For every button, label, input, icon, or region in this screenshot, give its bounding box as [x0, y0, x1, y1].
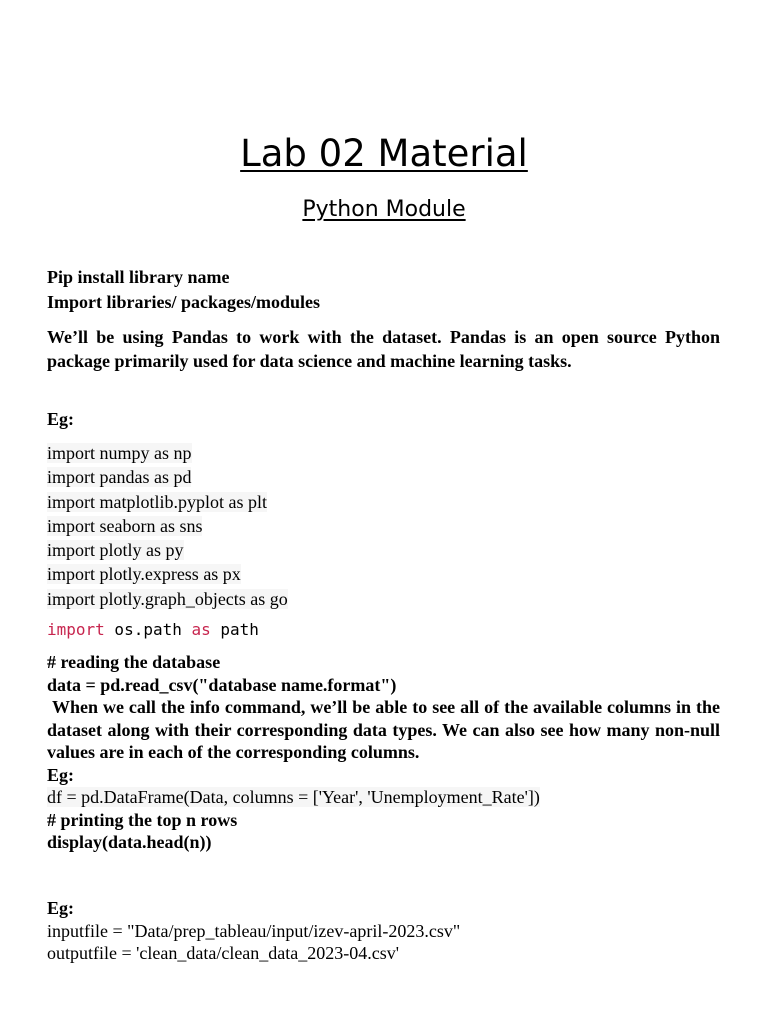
inputfile-code: inputfile = "Data/prep_tableau/input/izev-april-2023.csv": [47, 920, 461, 941]
pip-install-line: Pip install library name: [47, 267, 230, 287]
eg-label-2: Eg:: [47, 764, 74, 785]
display-code: display(data.head(n)): [47, 832, 212, 852]
printing-comment: # printing the top n rows: [47, 809, 238, 830]
dataframe-code: df = pd.DataFrame(Data, columns = ['Year', 'Unemployment_Rate']): [47, 787, 540, 807]
import-libraries-line: Import libraries/ packages/modules: [47, 292, 320, 312]
info-paragraph: When we call the info command, we’ll be able to see all of the available columns in the dataset along with their corresponding data types. We can also see how many non-null values are in each of the corresponding columns.: [47, 697, 725, 762]
outputfile-code: outputfile = 'clean_data/clean_data_2023-04.csv': [47, 943, 400, 963]
reading-comment: # reading the database: [47, 652, 221, 672]
path-alias: path: [210, 620, 259, 639]
import-line-5: import plotly.express as px: [47, 564, 241, 585]
import-line-6: import plotly.graph_objects as go: [47, 588, 288, 609]
pandas-paragraph: We’ll be using Pandas to work with the dataset. Pandas is an open source Python package primarily used for data science and machine learning tasks.: [47, 327, 720, 371]
import-keyword: import: [47, 620, 105, 639]
os-path-import: [47, 618, 720, 642]
intro-section: [47, 265, 720, 315]
imports-list: [47, 441, 720, 611]
eg-label-3: Eg:: [47, 898, 74, 918]
read-csv-code: data = pd.read_csv("database name.format"): [47, 674, 397, 695]
files-section: [47, 897, 720, 965]
as-keyword: as: [191, 620, 211, 639]
import-line-3: import seaborn as sns: [47, 515, 203, 536]
import-line-0: import numpy as np: [47, 443, 192, 463]
page-title: Lab 02 Material: [240, 132, 528, 175]
import-line-2: import matplotlib.pyplot as plt: [47, 491, 267, 512]
import-line-4: import plotly as py: [47, 540, 184, 561]
reading-section: [47, 651, 725, 854]
os-path-module: os.path: [104, 620, 192, 639]
eg-label-1: Eg:: [47, 409, 74, 429]
import-line-1: import pandas as pd: [47, 467, 192, 488]
page-subtitle: Python Module: [302, 197, 466, 222]
